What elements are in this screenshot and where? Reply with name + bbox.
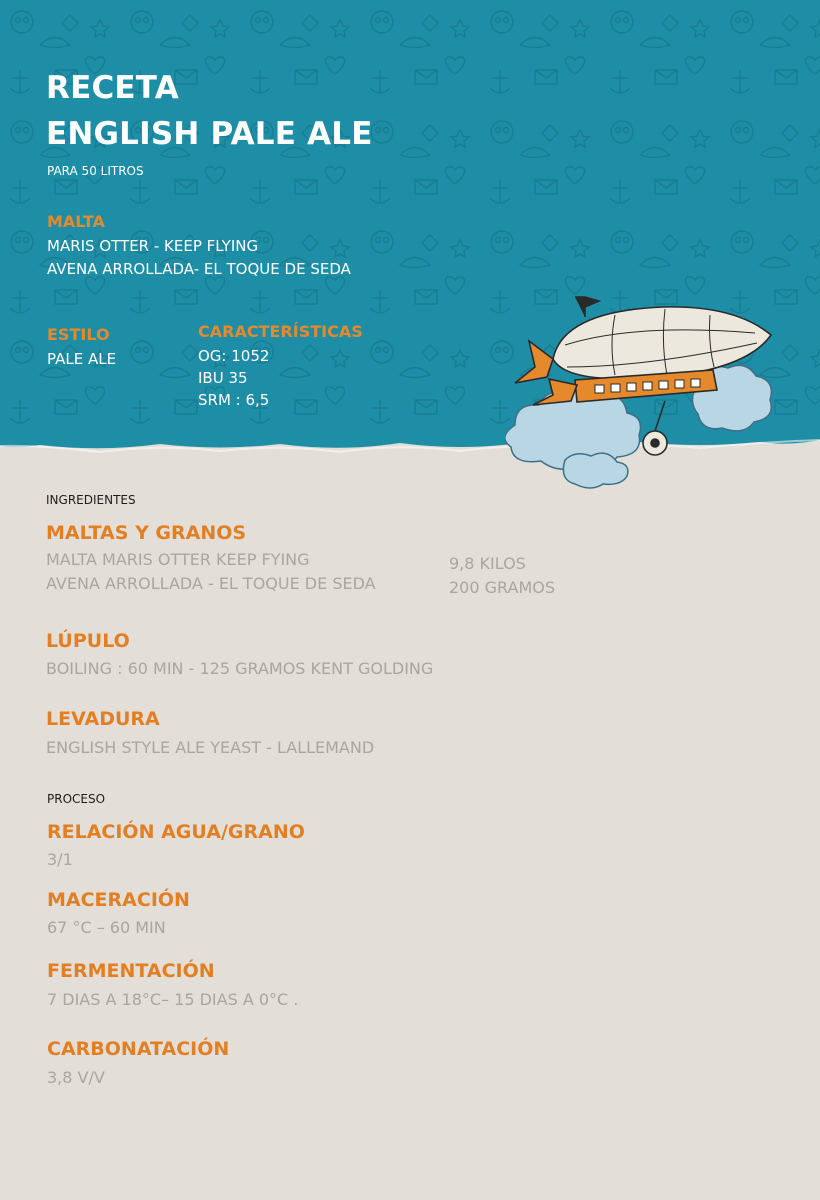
malta-ingredient-qty: 9,8 KILOS [449,554,526,573]
malta-ingredient-name: AVENA ARROLLADA - EL TOQUE DE SEDA [46,574,376,593]
levadura-text: ENGLISH STYLE ALE YEAST - LALLEMAND [46,738,375,757]
proceso-label: PROCESO [47,792,106,806]
malta-item: MARIS OTTER - KEEP FLYING [47,237,259,255]
malta-ingredient-qty: 200 GRAMOS [449,578,555,597]
maltas-heading: MALTAS Y GRANOS [46,522,247,544]
estilo-heading: ESTILO [47,325,110,344]
maceracion-text: 67 °C – 60 MIN [47,918,166,937]
maceracion-heading: MACERACIÓN [47,889,190,911]
lupulo-text: BOILING : 60 MIN - 125 GRAMOS KENT GOLDING [46,659,434,678]
malta-heading: MALTA [47,212,105,231]
levadura-heading: LEVADURA [46,708,160,730]
page-title-line2: ENGLISH PALE ALE [46,116,373,152]
relacion-text: 3/1 [47,850,73,869]
carbonatacion-text: 3,8 V/V [47,1068,105,1087]
fermentacion-heading: FERMENTACIÓN [47,960,215,982]
fermentacion-text: 7 DIAS A 18°C– 15 DIAS A 0°C . [47,990,299,1009]
hero-banner [0,0,820,470]
caracteristica-item: SRM : 6,5 [198,391,270,409]
caracteristica-item: OG: 1052 [198,347,270,365]
malta-item: AVENA ARROLLADA- EL TOQUE DE SEDA [47,260,351,278]
carbonatacion-heading: CARBONATACIÓN [47,1038,230,1060]
malta-ingredient-name: MALTA MARIS OTTER KEEP FYING [46,550,310,569]
caracteristica-item: IBU 35 [198,369,248,387]
page-subtitle: PARA 50 LITROS [47,164,144,178]
ingredientes-label: INGREDIENTES [46,493,136,507]
caracteristicas-heading: CARACTERÍSTICAS [198,322,363,341]
lupulo-heading: LÚPULO [46,630,130,652]
estilo-value: PALE ALE [47,350,117,368]
page-title-line1: RECETA [46,70,179,106]
relacion-heading: RELACIÓN AGUA/GRANO [47,821,305,843]
airship-illustration [505,285,780,495]
